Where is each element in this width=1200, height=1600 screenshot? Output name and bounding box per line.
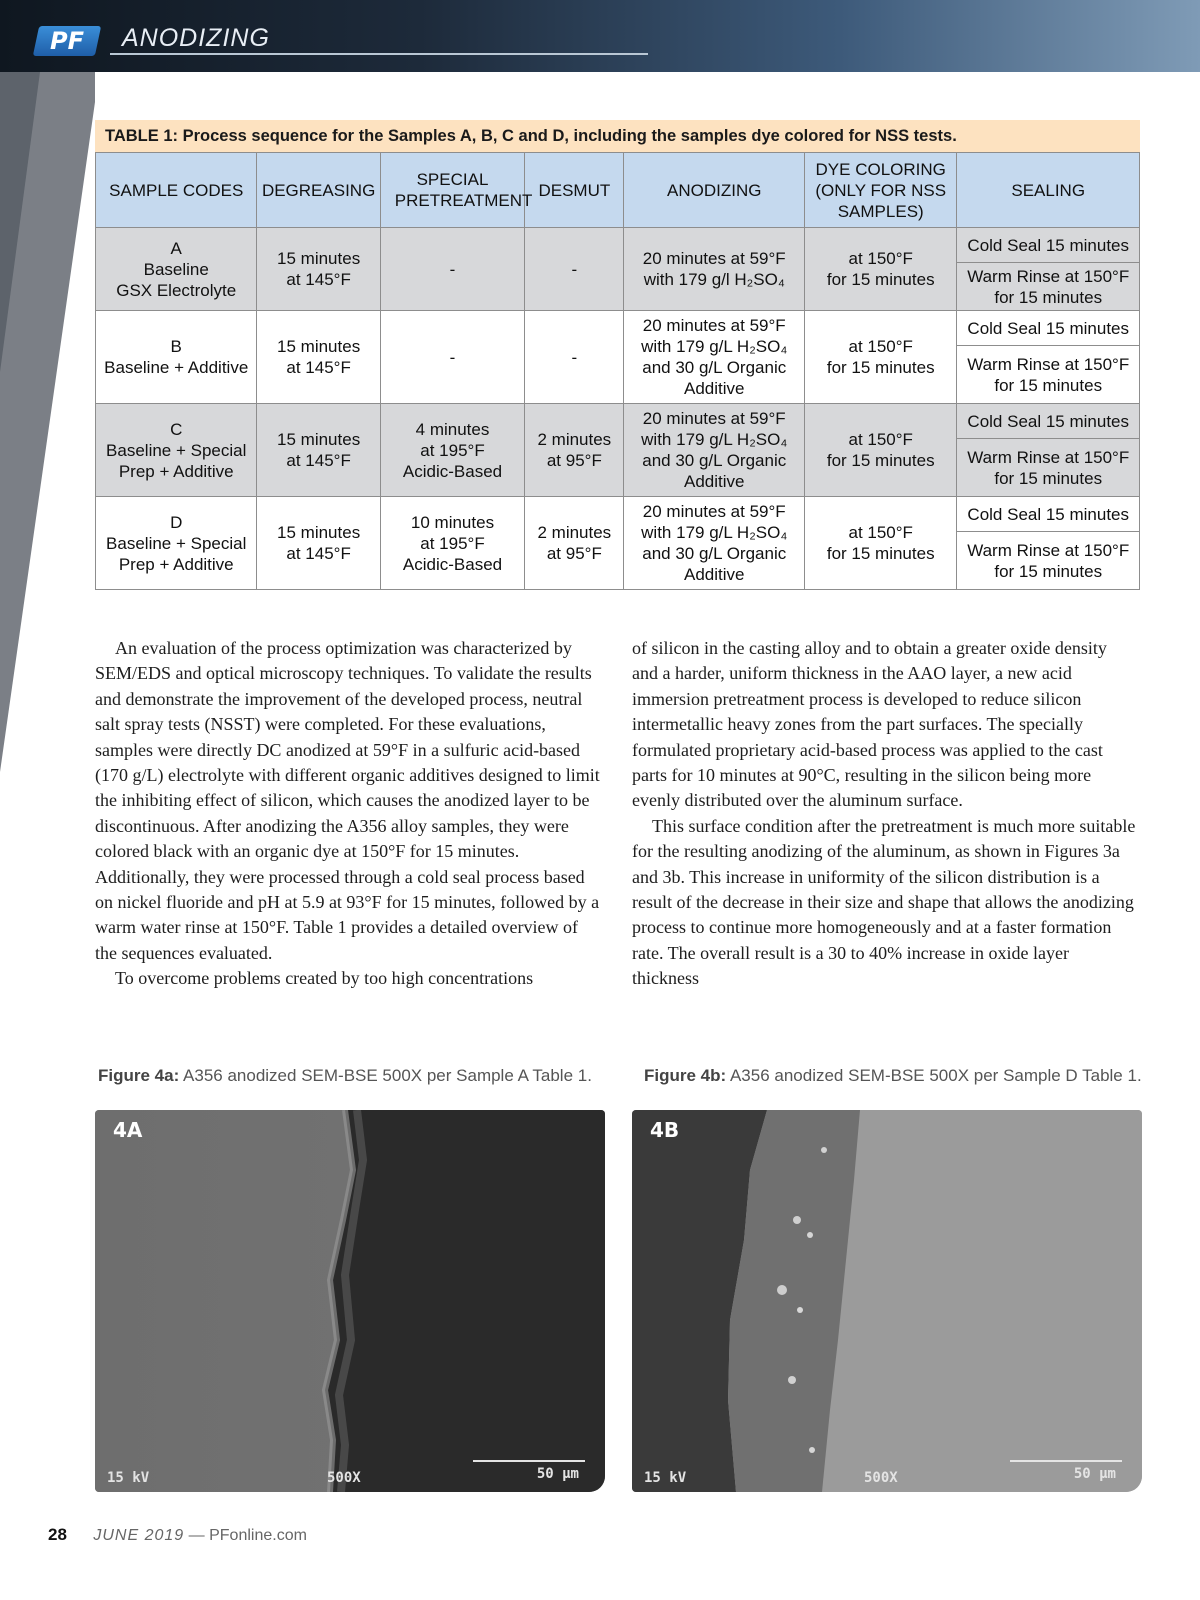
site-link[interactable]: PFonline.com <box>209 1527 307 1544</box>
logo-text: PF <box>50 27 84 55</box>
cell-sample-line: Baseline + Special <box>106 440 247 460</box>
seal-cold: Cold Seal 15 minutes <box>957 228 1139 263</box>
figure-4a-caption <box>98 1066 592 1086</box>
cell-degreasing <box>257 311 380 404</box>
cell-dye-line: for 15 minutes <box>826 270 935 289</box>
figure-4b-caption <box>644 1066 1142 1086</box>
cell-sample <box>96 228 257 311</box>
cell-sample <box>96 404 257 497</box>
seal-cold: Cold Seal 15 minutes <box>957 497 1139 532</box>
cell-pretreatment <box>380 497 524 590</box>
paragraph: This surface condition after the pretreatment is much more suitable for the resulting anodizing of the aluminum, as shown in Figures 3a and 3b. This increase in uniformity of the silicon distribution is a result of the decrease in their size and shape that allows the anodizing process to continue more homogeneously and at a faster formation rate. The overall result is a 30 to 40% increase in oxide layer thickness <box>632 815 1136 989</box>
caption-label: Figure 4b: <box>644 1066 727 1085</box>
table-header-row <box>96 153 1140 228</box>
cell-pretreatment-line: - <box>449 259 456 279</box>
cell-desmut-line: at 95°F <box>546 544 602 563</box>
header-sample-codes: SAMPLE CODES <box>96 153 257 228</box>
cell-degreasing-line: 15 minutes <box>277 249 361 268</box>
seal-warm-line: for 15 minutes <box>994 287 1103 307</box>
cell-pretreatment <box>380 228 524 311</box>
seal-cold: Cold Seal 15 minutes <box>957 404 1139 439</box>
cell-sample-line: Baseline + Additive <box>104 358 249 377</box>
table-row <box>96 228 1140 311</box>
seal-cold: Cold Seal 15 minutes <box>957 311 1139 346</box>
cell-pretreatment-line: at 195°F <box>420 440 485 460</box>
cell-sealing <box>957 228 1140 311</box>
scale-bar <box>1010 1460 1122 1462</box>
paragraph: of silicon in the casting alloy and to obtain a greater oxide density and a harder, uniform thickness in the AAO layer, a new acid immersion pretreatment process is developed to reduce silicon intermetallic heavy zones from the part surfaces. The specially formulated proprietary acid-based process was applied to the cast parts for 10 minutes at 90°C, resulting in the silicon being more evenly distributed over the aluminum surface. <box>632 638 1107 811</box>
sem-image-4b <box>632 1110 1142 1492</box>
cell-degreasing-line: 15 minutes <box>277 337 361 356</box>
cell-degreasing-line: at 145°F <box>286 544 351 563</box>
cell-pretreatment-line: 10 minutes <box>410 512 495 532</box>
cell-dye-line: for 15 minutes <box>826 358 935 377</box>
header-dye-coloring: DYE COLORING (ONLY FOR NSS SAMPLES) <box>805 153 957 228</box>
cell-desmut <box>525 311 624 404</box>
cell-anodizing-line: Additive <box>684 472 745 491</box>
header-anodizing: ANODIZING <box>624 153 805 228</box>
cell-sample <box>96 497 257 590</box>
page-number: 28 <box>48 1525 67 1544</box>
cell-degreasing <box>257 228 380 311</box>
voltage-label: 15 kV <box>644 1470 687 1486</box>
table-row <box>96 497 1140 590</box>
cell-sample-line: Prep + Additive <box>118 461 234 481</box>
cell-pretreatment-line: Acidic-Based <box>402 554 503 574</box>
cell-sample-line: Prep + Additive <box>118 554 234 574</box>
cell-desmut-line: - <box>571 259 578 279</box>
cell-dye-line: at 150°F <box>848 430 913 449</box>
cell-degreasing-line: at 145°F <box>286 451 351 470</box>
cell-desmut-line: - <box>571 347 578 367</box>
header-rule <box>110 53 648 55</box>
header-desmut: DESMUT <box>525 153 624 228</box>
scale-label: 50 µm <box>1073 1466 1116 1482</box>
cell-dye-line: at 150°F <box>848 337 913 356</box>
cell-anodizing-line: Additive <box>684 379 745 398</box>
cell-anodizing <box>624 311 805 404</box>
decorative-wedge <box>0 72 95 772</box>
cell-anodizing-line: 20 minutes at 59°F <box>642 316 786 335</box>
cell-sealing <box>957 497 1140 590</box>
cell-sealing <box>957 311 1140 404</box>
table-row <box>96 311 1140 404</box>
cell-desmut <box>525 228 624 311</box>
cell-anodizing-line: with 179 g/l H₂SO₄ <box>643 270 785 289</box>
seal-warm-line: for 15 minutes <box>994 561 1103 581</box>
seal-warm <box>957 439 1139 496</box>
seal-warm-line: for 15 minutes <box>994 375 1103 395</box>
paragraph: An evaluation of the process optimization was characterized by SEM/EDS and optical microscopy techniques. To validate the results and demonstrate the improvement of the developed process, neutral salt spray tests (NSST) were completed. For these evaluations, samples were directly DC anodized at 59°F in a sulfuric acid-based (170 g/L) electrolyte with different organic additives designed to limit the inhibiting effect of silicon, which causes the anodized layer to be discontinuous. After anodizing the A356 alloy samples, they were colored black with an organic dye at 150°F for 15 minutes. Additionally, they were processed through a cold seal process based on nickel fluoride and pH at 5.9 at 93°F for 15 minutes, followed by a warm water rinse at 150°F. Table 1 provides a detailed overview of the sequences evaluated. <box>95 638 600 963</box>
cell-degreasing <box>257 404 380 497</box>
cell-sample-line: GSX Electrolyte <box>116 280 237 300</box>
cell-pretreatment <box>380 404 524 497</box>
cell-anodizing <box>624 497 805 590</box>
cell-desmut-line: 2 minutes <box>537 523 612 542</box>
cell-pretreatment-line: at 195°F <box>420 533 485 553</box>
cell-degreasing-line: at 145°F <box>286 270 351 289</box>
cell-desmut <box>525 404 624 497</box>
paragraph: To overcome problems created by too high concentrations <box>115 968 534 989</box>
seal-warm-line: for 15 minutes <box>994 468 1103 488</box>
cell-dye-line: for 15 minutes <box>826 451 935 470</box>
cell-anodizing <box>624 228 805 311</box>
cell-dye-line: for 15 minutes <box>826 544 935 563</box>
cell-dye <box>805 228 957 311</box>
header-special-pretreatment: SPECIAL PRETREATMENT <box>380 153 524 228</box>
cell-pretreatment-line: 4 minutes <box>415 419 490 439</box>
cell-anodizing-line: and 30 g/L Organic <box>642 358 787 377</box>
issue-date: JUNE 2019 <box>93 1527 185 1544</box>
cell-pretreatment <box>380 311 524 404</box>
header-sealing: SEALING <box>957 153 1140 228</box>
magnification-label: 500X <box>327 1470 361 1486</box>
page-footer <box>48 1525 307 1545</box>
caption-text: A356 anodized SEM-BSE 500X per Sample A Table 1. <box>179 1066 592 1085</box>
process-table <box>95 120 1140 590</box>
scale-bar <box>473 1460 585 1462</box>
body-column-left <box>95 636 600 992</box>
body-column-right <box>632 636 1137 992</box>
cell-anodizing <box>624 404 805 497</box>
cell-anodizing-line: Additive <box>684 565 745 584</box>
seal-warm-line: Warm Rinse at 150°F <box>967 354 1130 374</box>
header-degreasing: DEGREASING <box>257 153 380 228</box>
scale-label: 50 µm <box>536 1466 579 1482</box>
seal-warm <box>957 532 1139 589</box>
cell-sample-line: B <box>170 337 182 356</box>
cell-pretreatment-line: Acidic-Based <box>402 461 503 481</box>
caption-label: Figure 4a: <box>98 1066 180 1085</box>
table-row <box>96 404 1140 497</box>
cell-desmut-line: at 95°F <box>546 451 602 470</box>
cell-anodizing-line: 20 minutes at 59°F <box>642 409 786 428</box>
voltage-label: 15 kV <box>107 1470 150 1486</box>
section-title: ANODIZING <box>122 24 270 52</box>
cell-pretreatment-line: - <box>449 347 456 367</box>
cell-degreasing <box>257 497 380 590</box>
cell-dye <box>805 404 957 497</box>
sem-image-4a <box>95 1110 605 1492</box>
cell-anodizing-line: 20 minutes at 59°F <box>642 249 786 268</box>
sem-micrograph-a <box>95 1110 605 1492</box>
cell-sample-line: C <box>170 419 183 439</box>
figure-label: 4A <box>113 1118 143 1142</box>
seal-warm-line: Warm Rinse at 150°F <box>967 266 1130 286</box>
cell-sample <box>96 311 257 404</box>
cell-anodizing-line: with 179 g/L H₂SO₄ <box>641 430 788 449</box>
cell-sample-line: A <box>170 238 182 258</box>
seal-warm-line: Warm Rinse at 150°F <box>967 540 1130 560</box>
cell-dye-line: at 150°F <box>848 249 913 268</box>
cell-dye <box>805 311 957 404</box>
cell-dye-line: at 150°F <box>848 523 913 542</box>
cell-dye <box>805 497 957 590</box>
figure-label: 4B <box>650 1118 680 1142</box>
cell-sample-line: Baseline <box>143 259 209 279</box>
seal-warm-line: Warm Rinse at 150°F <box>967 447 1130 467</box>
cell-anodizing-line: with 179 g/L H₂SO₄ <box>641 337 788 356</box>
pf-logo <box>33 26 101 56</box>
footer-separator: — <box>184 1527 210 1544</box>
cell-anodizing-line: and 30 g/L Organic <box>642 451 787 470</box>
cell-anodizing-line: with 179 g/L H₂SO₄ <box>641 523 788 542</box>
cell-desmut <box>525 497 624 590</box>
cell-anodizing-line: and 30 g/L Organic <box>642 544 787 563</box>
cell-sealing <box>957 404 1140 497</box>
cell-anodizing-line: 20 minutes at 59°F <box>642 502 786 521</box>
cell-degreasing-line: 15 minutes <box>277 430 361 449</box>
seal-warm <box>957 346 1139 403</box>
cell-desmut-line: 2 minutes <box>537 430 612 449</box>
cell-sample-line: Baseline + Special <box>106 533 247 553</box>
page-header <box>0 0 1200 72</box>
cell-degreasing-line: 15 minutes <box>277 523 361 542</box>
caption-text: A356 anodized SEM-BSE 500X per Sample D Table 1. <box>726 1066 1142 1085</box>
sem-micrograph-b <box>632 1110 1142 1492</box>
seal-warm <box>957 263 1139 310</box>
process-sequence-table <box>95 152 1140 590</box>
cell-degreasing-line: at 145°F <box>286 358 351 377</box>
magnification-label: 500X <box>864 1470 898 1486</box>
table-caption: TABLE 1: Process sequence for the Samples A, B, C and D, including the samples dye colored for NSS tests. <box>95 120 1140 152</box>
cell-sample-line: D <box>170 512 183 532</box>
